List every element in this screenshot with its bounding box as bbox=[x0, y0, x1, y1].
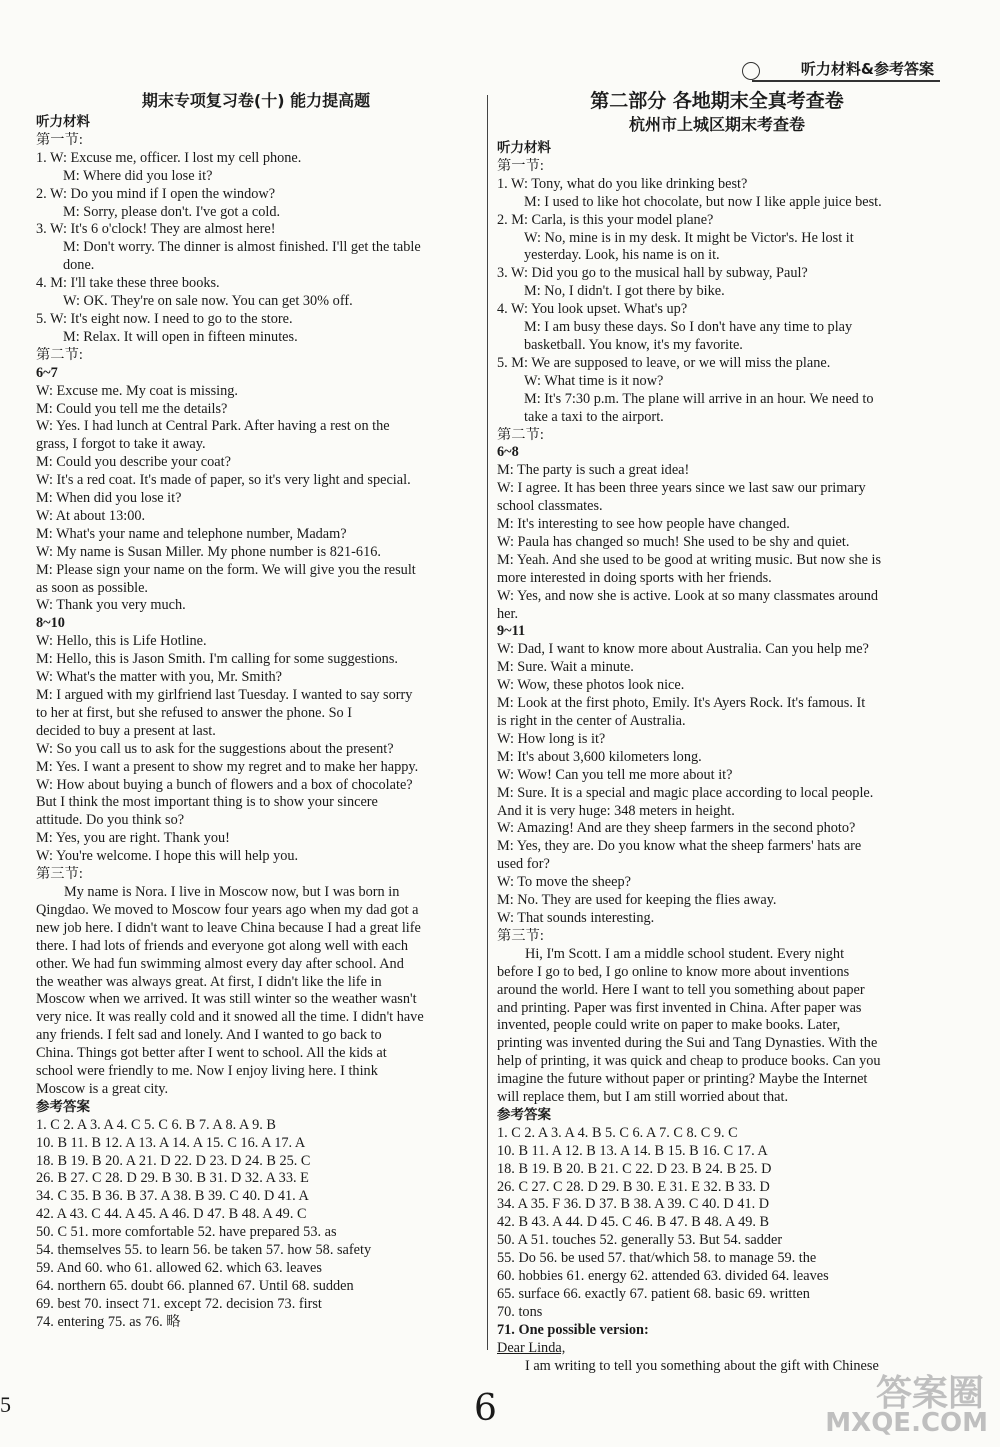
left-text-line: W: OK. They're on sale now. You can get 30% off. bbox=[63, 293, 353, 310]
right-text-line: M: It's interesting to see how people have changed. bbox=[497, 516, 790, 533]
right-text-line: printing was invented during the Sui and Tang Dynasties. With the bbox=[497, 1035, 878, 1052]
right-text-line: 42. B 43. A 44. D 45. C 46. B 47. B 48. A 49. B bbox=[497, 1214, 770, 1231]
right-text-line: 第二部分 各地期末全真考查卷 bbox=[590, 90, 844, 112]
left-text-line: W: Yes. I had lunch at Central Park. After having a rest on the bbox=[36, 418, 390, 435]
left-text-line: Moscow is a great city. bbox=[36, 1080, 169, 1097]
right-text-line: 34. A 35. F 36. D 37. B 38. A 39. C 40. D 41. D bbox=[497, 1196, 770, 1213]
right-text-line: is right in the center of Australia. bbox=[497, 713, 686, 729]
left-text-line: M: Where did you lose it? bbox=[63, 167, 213, 184]
right-text-line: W: Yes, and now she is active. Look at so many classmates around bbox=[497, 587, 879, 604]
left-text-line: M: I argued with my girlfriend last Tuesday. I wanted to say sorry bbox=[36, 687, 413, 703]
right-text-line: 50. A 51. touches 52. generally 53. But 54. sadder bbox=[497, 1232, 783, 1249]
right-text-line: imagine the future without paper or printing? Maybe the Internet bbox=[497, 1071, 868, 1088]
right-text-line: M: Yeah. And she used to be good at writing music. But now she is bbox=[497, 551, 882, 568]
right-text-line: 1. C 2. A 3. A 4. B 5. C 6. A 7. C 8. C 9. C bbox=[497, 1124, 738, 1141]
right-text-line: M: I am busy these days. So I don't have any time to play bbox=[524, 319, 853, 336]
left-text-line: 参考答案 bbox=[36, 1098, 90, 1115]
right-text-line: 3. W: Did you go to the musical hall by subway, Paul? bbox=[497, 265, 808, 282]
left-text-line: M: Relax. It will open in fifteen minutes. bbox=[63, 328, 298, 345]
right-text-line: her. bbox=[497, 605, 519, 622]
left-text-line: Qingdao. We moved to Moscow four years ago when my dad got a bbox=[36, 901, 419, 918]
right-text-line: W: That sounds interesting. bbox=[497, 909, 655, 926]
right-text-line: W: I agree. It has been three years since we last saw our primary bbox=[497, 480, 866, 497]
left-text-line: the weather was always great. At first, I didn't like the life in bbox=[36, 973, 382, 990]
left-text-line: 听力材料 bbox=[36, 114, 90, 130]
left-text-line: China. Things got better after I went to school. All the kids at bbox=[36, 1045, 387, 1062]
left-text-line: M: Yes. I want a present to show my regret and to make her happy. bbox=[36, 758, 419, 775]
right-text-line: M: No, I didn't. I got there by bike. bbox=[524, 283, 725, 300]
left-text-line: M: Yes, you are right. Thank you! bbox=[36, 830, 230, 847]
header-deco bbox=[742, 62, 760, 80]
left-text-line: 8~10 bbox=[36, 615, 65, 632]
right-text-line: M: It's 7:30 p.m. The plane will arrive in an hour. We need to bbox=[524, 390, 874, 407]
right-text-line: 55. Do 56. be used 57. that/which 58. to manage 59. the bbox=[497, 1250, 817, 1267]
right-text-line: 71. One possible version: bbox=[497, 1321, 649, 1338]
left-text-line: W: At about 13:00. bbox=[36, 507, 146, 524]
right-text-line: help of printing, it was quick and cheap to produce books. Can you bbox=[497, 1053, 881, 1070]
right-text-line: 杭州市上城区期末考查卷 bbox=[628, 115, 805, 134]
right-text-line: W: No, mine is in my desk. It might be Victor's. He lost it bbox=[524, 229, 854, 246]
right-text-line: W: Wow! Can you tell me more about it? bbox=[497, 766, 733, 783]
left-text-line: M: Don't worry. The dinner is almost finished. I'll get the table bbox=[63, 239, 421, 256]
left-text-line: 3. W: It's 6 o'clock! They are almost here! bbox=[36, 221, 276, 238]
left-text-line: My name is Nora. I live in Moscow now, but I was born in bbox=[64, 883, 400, 900]
right-text-line: 26. C 27. C 28. D 29. B 30. E 31. E 32. B 33. D bbox=[497, 1178, 770, 1195]
right-text-line: 6~8 bbox=[497, 444, 519, 461]
left-column bbox=[36, 88, 476, 1332]
left-text-line: 4. M: I'll take these three books. bbox=[36, 275, 220, 292]
right-text-line: 70. tons bbox=[497, 1303, 543, 1320]
left-text-line: W: Excuse me. My coat is missing. bbox=[36, 382, 238, 399]
right-text-line: before I go to bed, I go online to know more about inventions bbox=[497, 963, 850, 980]
right-text-line: I am writing to tell you something about the gift with Chinese bbox=[525, 1357, 879, 1374]
left-text-line: W: It's a red coat. It's made of paper, so it's very light and special. bbox=[36, 472, 411, 489]
left-text-line: 2. W: Do you mind if I open the window? bbox=[36, 185, 276, 202]
edge-page-number: 5 bbox=[0, 1392, 11, 1417]
right-text-line: yesterday. Look, his name is on it. bbox=[524, 247, 720, 264]
left-text-line: 1. C 2. A 3. A 4. C 5. C 6. B 7. A 8. A 9. B bbox=[36, 1116, 276, 1133]
right-column bbox=[497, 88, 937, 1376]
right-text-line: 2. M: Carla, is this your model plane? bbox=[497, 211, 714, 228]
left-text-line: any friends. I felt sad and lonely. And I wanted to go back to bbox=[36, 1027, 382, 1044]
left-text-line: W: What's the matter with you, Mr. Smith? bbox=[36, 669, 282, 686]
left-text-line: decided to buy a present at last. bbox=[36, 722, 216, 739]
right-text-line: 9~11 bbox=[497, 623, 526, 640]
left-text-line: attitude. Do you think so? bbox=[36, 812, 185, 829]
left-text-line: M: What's your name and telephone number, Madam? bbox=[36, 525, 347, 542]
left-text-line: W: You're welcome. I hope this will help you. bbox=[36, 848, 299, 865]
right-text-line: W: To move the sheep? bbox=[497, 874, 631, 891]
right-text-line: 第一节: bbox=[497, 157, 544, 174]
right-text-line: W: Wow, these photos look nice. bbox=[497, 677, 685, 694]
left-text-line: new job here. I didn't want to leave China because I had a great life bbox=[36, 919, 421, 936]
right-text-line: 65. surface 66. exactly 67. patient 68. basic 69. written bbox=[497, 1286, 810, 1302]
left-text-line: 第一节: bbox=[36, 131, 83, 148]
right-text-line: W: Dad, I want to know more about Australia. Can you help me? bbox=[497, 641, 869, 658]
column-divider bbox=[487, 95, 488, 1350]
right-text-line: M: Sure. Wait a minute. bbox=[497, 659, 634, 676]
right-text-line: M: Sure. It is a special and magic place according to local people. bbox=[497, 784, 874, 801]
page-number: 6 bbox=[474, 1388, 497, 1429]
left-text-line: 69. best 70. insect 71. except 72. decision 73. first bbox=[36, 1295, 322, 1312]
right-text-line: more interested in doing sports with her friends. bbox=[497, 569, 772, 586]
header-rule bbox=[752, 80, 940, 82]
right-text-line: M: I used to like hot chocolate, but now I like apple juice best. bbox=[524, 193, 882, 210]
left-text-line: to her at first, but she refused to answer the phone. So I bbox=[36, 704, 353, 721]
right-text-line: And it is very huge: 348 meters in height. bbox=[497, 802, 735, 819]
left-text-line: 34. C 35. B 36. B 37. A 38. B 39. C 40. D 41. A bbox=[36, 1188, 309, 1205]
left-text-line: W: How about buying a bunch of flowers and a box of chocolate? bbox=[36, 776, 413, 793]
left-text-line: 59. And 60. who 61. allowed 62. which 63. leaves bbox=[36, 1260, 322, 1276]
left-text-line: W: So you call us to ask for the suggestions about the present? bbox=[36, 740, 394, 757]
left-text-line: as soon as possible. bbox=[36, 579, 148, 596]
right-text-line: 参考答案 bbox=[497, 1106, 551, 1123]
left-text-line: M: Hello, this is Jason Smith. I'm calling for some suggestions. bbox=[36, 651, 398, 668]
right-text-line: 4. W: You look upset. What's up? bbox=[497, 301, 688, 318]
right-text-line: W: Paula has changed so much! She used to be shy and quiet. bbox=[497, 533, 850, 550]
header-tag: 听力材料&参考答案 bbox=[800, 60, 934, 78]
right-text-line: Hi, I'm Scott. I am a middle school student. Every night bbox=[525, 945, 845, 962]
right-text-line: and printing. Paper was first invented in China. After paper was bbox=[497, 999, 862, 1016]
left-text-line: school were friendly to me. Now I enjoy living here. I think bbox=[36, 1063, 378, 1080]
right-text-line: used for? bbox=[497, 856, 550, 873]
left-text-line: M: Please sign your name on the form. We will give you the result bbox=[36, 561, 416, 578]
left-text-line: W: Thank you very much. bbox=[36, 597, 186, 614]
right-text-line: M: Look at the first photo, Emily. It's Ayers Rock. It's famous. It bbox=[497, 695, 866, 712]
right-text-line: 第三节: bbox=[497, 927, 544, 944]
right-text-line: take a taxi to the airport. bbox=[524, 408, 664, 425]
right-text-line: around the world. Here I want to tell you something about paper bbox=[497, 981, 865, 998]
watermark-url: MXQE.COM bbox=[825, 1408, 988, 1438]
left-text-line: 5. W: It's eight now. I need to go to the store. bbox=[36, 310, 293, 327]
right-text-line: M: The party is such a great idea! bbox=[497, 462, 690, 479]
right-text-line: will replace them, but I am still worried about that. bbox=[497, 1089, 789, 1106]
left-text-line: M: Could you describe your coat? bbox=[36, 454, 231, 471]
left-text-line: 期末专项复习卷(十) 能力提高题 bbox=[141, 91, 371, 110]
right-text-line: W: How long is it? bbox=[497, 730, 606, 747]
right-text-line: 5. M: We are supposed to leave, or we will miss the plane. bbox=[497, 354, 831, 371]
left-text-line: 54. themselves 55. to learn 56. be taken 57. how 58. safety bbox=[36, 1242, 372, 1259]
left-text-line: done. bbox=[63, 257, 95, 274]
right-text-line: basketball. You know, it's my favorite. bbox=[524, 336, 743, 353]
left-text-line: grass, I forgot to take it away. bbox=[36, 436, 206, 453]
left-text-line: M: When did you lose it? bbox=[36, 490, 182, 507]
right-text-line: 10. B 11. A 12. B 13. A 14. B 15. B 16. C 17. A bbox=[497, 1142, 768, 1159]
right-text-line: 60. hobbies 61. energy 62. attended 63. divided 64. leaves bbox=[497, 1268, 829, 1285]
left-text-line: 18. B 19. B 20. A 21. D 22. D 23. D 24. B 25. C bbox=[36, 1152, 311, 1169]
right-text-line: school classmates. bbox=[497, 498, 603, 515]
left-text-line: 6~7 bbox=[36, 364, 58, 381]
left-text-line: W: Hello, this is Life Hotline. bbox=[36, 633, 207, 650]
left-text-line: very nice. It was really cold and it snowed all the time. I didn't have bbox=[36, 1009, 424, 1026]
left-text-line: 1. W: Excuse me, officer. I lost my cell phone. bbox=[36, 149, 302, 166]
left-text-line: there. I had lots of friends and everyone got along well with each bbox=[36, 937, 408, 954]
right-text-line: 听力材料 bbox=[497, 140, 551, 156]
right-text-line: M: No. They are used for keeping the flies away. bbox=[497, 892, 777, 909]
left-text-line: But I think the most important thing is to show your sincere bbox=[36, 794, 378, 811]
left-text-line: M: Could you tell me the details? bbox=[36, 400, 228, 417]
right-text-line: Dear Linda, bbox=[497, 1339, 566, 1356]
left-text-line: 第三节: bbox=[36, 866, 83, 883]
right-text-line: M: Yes, they are. Do you know what the sheep farmers' hats are bbox=[497, 838, 862, 855]
left-text-line: 42. A 43. C 44. A 45. A 46. D 47. B 48. A 49. C bbox=[36, 1206, 307, 1223]
right-text-line: 18. B 19. B 20. B 21. C 22. D 23. B 24. B 25. D bbox=[497, 1160, 772, 1177]
left-text-line: Moscow when we arrived. It was still winter so the weather wasn't bbox=[36, 991, 417, 1008]
left-text-line: 74. entering 75. as 76. 略 bbox=[36, 1313, 181, 1330]
left-text-line: 10. B 11. B 12. A 13. A 14. A 15. C 16. A 17. A bbox=[36, 1134, 306, 1151]
right-text-line: invented, people could write on paper to make books. Later, bbox=[497, 1017, 841, 1034]
left-text-line: M: Sorry, please don't. I've got a cold. bbox=[63, 203, 281, 220]
right-text-line: W: Amazing! And are they sheep farmers in the second photo? bbox=[497, 820, 856, 837]
left-text-line: 64. northern 65. doubt 66. planned 67. Until 68. sudden bbox=[36, 1277, 354, 1294]
right-text-line: 第二节: bbox=[497, 426, 544, 443]
left-text-line: 26. B 27. C 28. D 29. B 30. B 31. D 32. A 33. E bbox=[36, 1170, 309, 1187]
left-text-line: other. We had fun swimming almost every day after school. And bbox=[36, 955, 404, 972]
right-text-line: W: What time is it now? bbox=[524, 372, 664, 389]
left-text-line: W: My name is Susan Miller. My phone number is 821-616. bbox=[36, 543, 381, 560]
right-text-line: M: It's about 3,600 kilometers long. bbox=[497, 748, 702, 765]
left-text-line: 50. C 51. more comfortable 52. have prepared 53. as bbox=[36, 1224, 337, 1241]
left-text-line: 第二节: bbox=[36, 346, 83, 363]
watermark-logo: 答案圈 bbox=[875, 1373, 984, 1414]
right-text-line: 1. W: Tony, what do you like drinking best? bbox=[497, 175, 748, 192]
